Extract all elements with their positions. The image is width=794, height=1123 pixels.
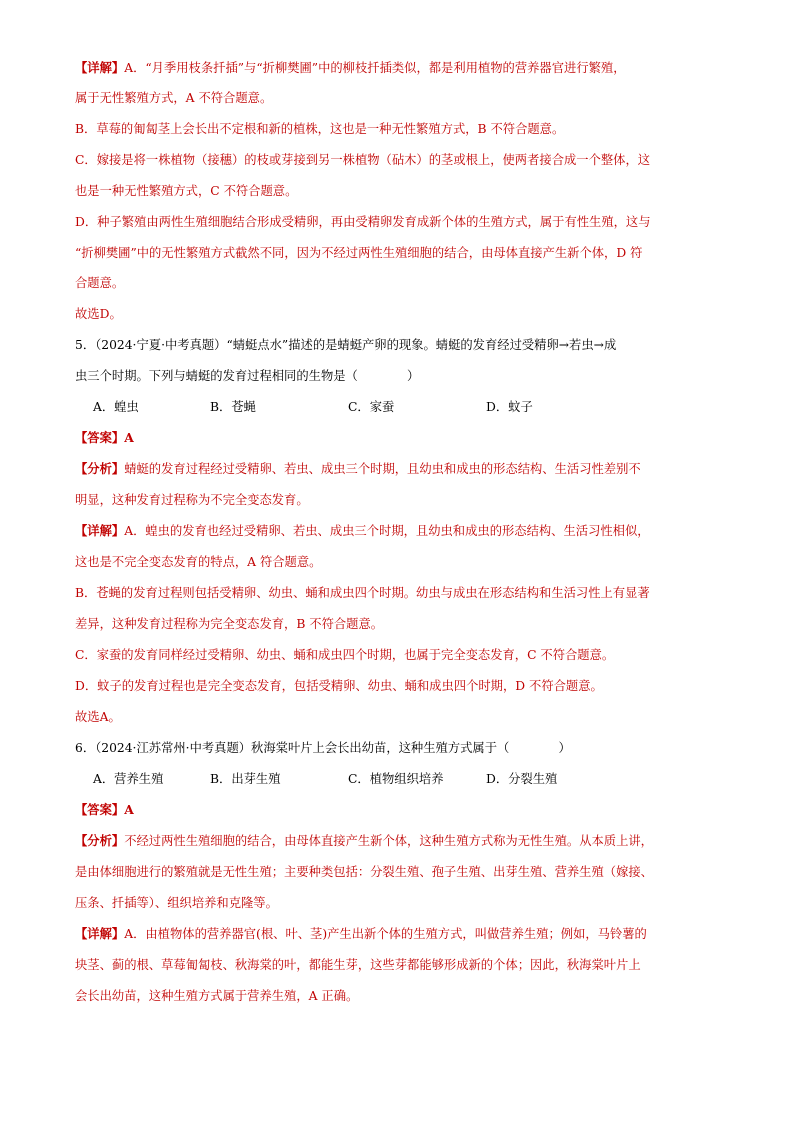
- explanation-line: 块茎、蓟的根、草莓匍匐枝、秋海棠的叶，都能生芽，这些芽都能够形成新的个体；因此，秋海棠叶片上: [75, 958, 641, 972]
- explanation-line: C．家蚕的发育同样经过受精卵、幼虫、蛹和成虫四个时期，也属于完全变态发育，C 不符合题意。: [75, 648, 615, 662]
- answer-line: 【答案】A: [75, 802, 134, 817]
- explanation-line: [75, 522, 650, 540]
- explanation-line: C．嫁接是将一株植物（接穗）的枝或芽接到另一株植物（砧木）的茎或根上，使两者接合成一个整体，这: [75, 153, 651, 167]
- explanation-line: D．种子繁殖由两性生殖细胞结合形成受精卵，再由受精卵发育成新个体的生殖方式，属于有性生殖，这与: [75, 215, 651, 229]
- detail-tag: 【详解】: [75, 926, 125, 941]
- explanation-text: A．“月季用枝条扦插”与“折柳樊圃”中的柳枝扦插类似，都是利用植物的营养器官进行繁殖，: [124, 61, 626, 75]
- analysis-text: 蜻蜓的发育过程经过受精卵、若虫、成虫三个时期，且幼虫和成虫的形态结构、生活习性差别不: [124, 462, 641, 476]
- explanation-line: 也是一种无性繁殖方式，C 不符合题意。: [75, 184, 298, 198]
- analysis-tag: 【分析】: [75, 833, 125, 848]
- analysis-tag: 【分析】: [75, 461, 125, 476]
- conclusion-line: 故选A。: [75, 710, 121, 724]
- option-a: A．营养生殖: [93, 772, 164, 786]
- question-5-stem: 5．（2024·宁夏·中考真题）“蜻蜓点水”描述的是蜻蜓产卵的现象。蜻蜓的发育经过受精卵→若虫→成: [75, 338, 617, 352]
- explanation-line: [75, 59, 626, 77]
- analysis-text: 不经过两性生殖细胞的结合，由母体直接产生新个体，这种生殖方式称为无性生殖。从本质上讲，: [124, 834, 653, 848]
- explanation-text: A．蝗虫的发育也经过受精卵、若虫、成虫三个时期，且幼虫和成虫的形态结构、生活习性相似，: [124, 524, 650, 538]
- option-a: A．蝗虫: [93, 400, 139, 414]
- option-c: C．植物组织培养: [348, 772, 444, 786]
- explanation-line: 属于无性繁殖方式，A 不符合题意。: [75, 91, 273, 105]
- explanation-line: 这也是不完全变态发育的特点，A 符合题意。: [75, 555, 322, 569]
- question-6-options: [93, 770, 557, 788]
- explanation-line: 差异，这种发育过程称为完全变态发育，B 不符合题意。: [75, 617, 384, 631]
- explanation-line: D．蚊子的发育过程也是完全变态发育，包括受精卵、幼虫、蛹和成虫四个时期，D 不符合题意。: [75, 679, 603, 693]
- option-b: B．苍蝇: [210, 400, 256, 414]
- explanation-line: B．苍蝇的发育过程则包括受精卵、幼虫、蛹和成虫四个时期。幼虫与成虫在形态结构和生活习性上有显著: [75, 586, 650, 600]
- detail-tag: 【详解】: [75, 60, 125, 75]
- explanation-line: 会长出幼苗，这种生殖方式属于营养生殖，A 正确。: [75, 989, 359, 1003]
- analysis-line: 压条、扦插等）、组织培养和克隆等。: [75, 896, 278, 910]
- analysis-line: 明显，这种发育过程称为不完全变态发育。: [75, 493, 309, 507]
- question-5-options: [93, 398, 533, 416]
- option-d: D．蚊子: [486, 400, 533, 414]
- analysis-line: 是由体细胞进行的繁殖就是无性生殖；主要种类包括：分裂生殖、孢子生殖、出芽生殖、营养生殖（嫁接、: [75, 865, 653, 879]
- conclusion-line: 故选D。: [75, 307, 122, 321]
- explanation-text: A．由植物体的营养器官(根、叶、茎)产生出新个体的生殖方式，叫做营养生殖；例如，马铃薯的: [124, 927, 647, 941]
- question-6-stem: 6．（2024·江苏常州·中考真题）秋海棠叶片上会长出幼苗，这种生殖方式属于（ ）: [75, 741, 571, 755]
- answer-line: 【答案】A: [75, 430, 134, 445]
- explanation-line: “折柳樊圃”中的无性繁殖方式截然不同，因为不经过两性生殖细胞的结合，由母体直接产生新个体，D 符: [75, 246, 643, 260]
- explanation-line: 合题意。: [75, 276, 125, 290]
- detail-tag: 【详解】: [75, 523, 125, 538]
- explanation-line: B．草莓的匍匐茎上会长出不定根和新的植株，这也是一种无性繁殖方式，B 不符合题意。: [75, 122, 565, 136]
- option-d: D．分裂生殖: [486, 772, 558, 786]
- option-b: B．出芽生殖: [210, 772, 281, 786]
- question-5-stem: 虫三个时期。下列与蜻蜓的发育过程相同的生物是（ ）: [75, 369, 420, 383]
- analysis-line: [75, 460, 641, 478]
- analysis-line: [75, 832, 653, 850]
- option-c: C．家蚕: [348, 400, 395, 414]
- explanation-line: [75, 925, 647, 943]
